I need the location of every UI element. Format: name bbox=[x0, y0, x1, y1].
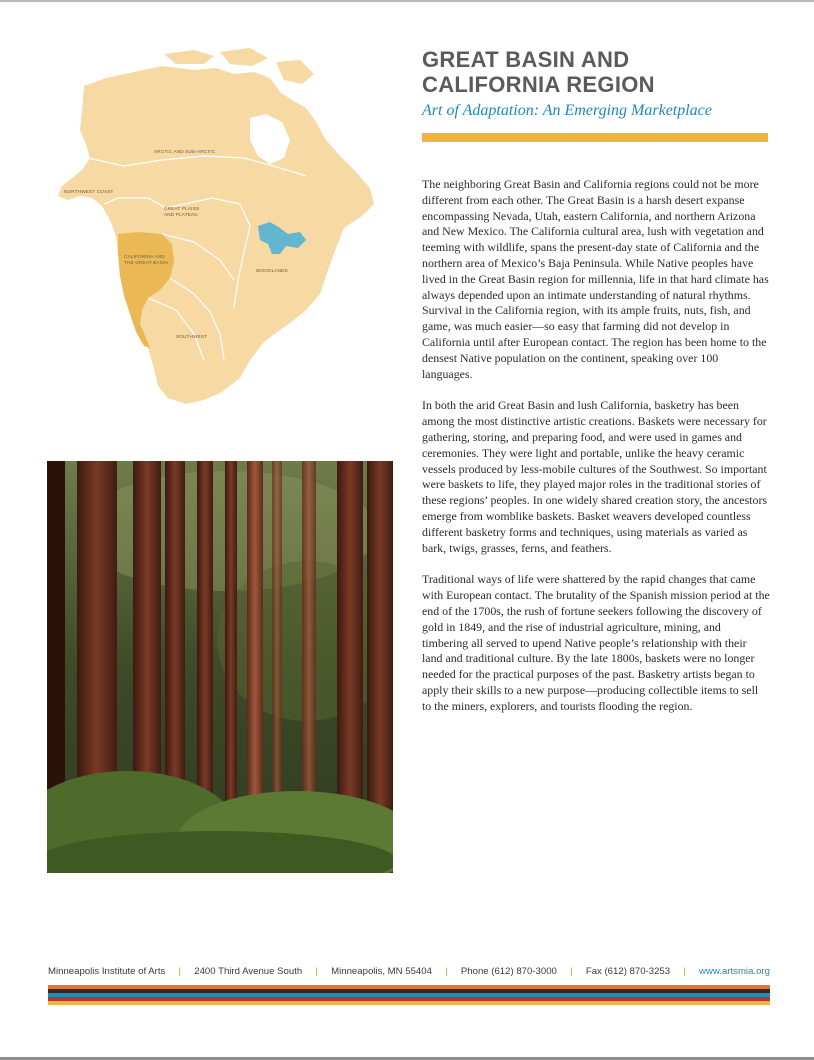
label-northwest: NORTHWEST COAST bbox=[64, 189, 114, 194]
label-woodlands: WOODLANDS bbox=[256, 268, 288, 273]
title-line-1: GREAT BASIN AND bbox=[422, 47, 630, 72]
top-rule bbox=[0, 0, 814, 2]
page-subtitle: Art of Adaptation: An Emerging Marketplace bbox=[422, 102, 712, 119]
title-line-2: CALIFORNIA REGION bbox=[422, 72, 655, 97]
footer-address: 2400 Third Avenue South bbox=[194, 966, 303, 977]
label-southwest: SOUTHWEST bbox=[176, 334, 208, 339]
footer-separator: | bbox=[570, 966, 573, 977]
label-california-2: THE GREAT BASIN bbox=[124, 260, 168, 265]
footer-separator: | bbox=[683, 966, 686, 977]
redwood-forest-photo bbox=[47, 461, 393, 873]
footer-website-link[interactable]: www.artsmia.org bbox=[699, 966, 770, 977]
north-america-map bbox=[44, 48, 384, 428]
paragraph-3: Traditional ways of life were shattered by the rapid changes that came with European contact. The brutality of the Spanish mission period at the end of the 1700s, the rush of fortune seekers following the discovery of gold in 1849, and the rise of industrial agriculture, mining, and timbering all served to upend Native people’s relationship with their land and traditional culture. By the late 1800s, baskets were no longer needed for the practical purposes of the past. Basketry artists began to apply their skills to a new purpose—producing collectible items to sell to the miners, explorers, and tourists flooding the region. bbox=[422, 572, 770, 713]
body-text bbox=[422, 177, 770, 731]
label-arctic: ARCTIC AND SUB-ARCTIC bbox=[154, 149, 216, 154]
footer-separator: | bbox=[315, 966, 318, 977]
label-california-1: CALIFORNIA AND bbox=[124, 254, 165, 259]
footer-city: Minneapolis, MN 55404 bbox=[331, 966, 432, 977]
map-land bbox=[58, 66, 374, 404]
accent-bar bbox=[422, 133, 768, 142]
stripe-yellow bbox=[48, 1001, 770, 1005]
footer bbox=[48, 966, 770, 977]
paragraph-2: In both the arid Great Basin and lush California, basketry has been among the most distinctive artistic creations. Baskets were necessary for gathering, storing, and preparing food, and were used in games and ceremonies. They were light and portable, unlike the heavy ceramic vessels produced by less-mobile cultures of the Southwest. So important were baskets to life, they played major roles in the traditional stories of these regions’ peoples. In one widely shared creation story, the ancestors emerge from womblike baskets. Basket weavers developed countless different basketry forms and techniques, using materials as varied as bark, twigs, grasses, ferns, and feathers. bbox=[422, 398, 768, 555]
label-plains-2: AND PLATEAU bbox=[164, 212, 198, 217]
page-title bbox=[422, 47, 782, 97]
paragraph-1: The neighboring Great Basin and California regions could not be more different from each other. The Great Basin is a harsh desert expanse encompassing Nevada, Utah, eastern California, and northern Arizona and New Mexico. The California cultural area, lush with vegetation and teeming with wildlife, spans the present-day state of California and the northern area of Mexico’s Baja Peninsula. While Native peoples have lived in the Great Basin region for millennia, life in that hard climate has always depended upon an intimate understanding of natural rhythms. Survival in the California region, with its ample fruits, nuts, fish, and game, was much easier—so easy that farming did not develop in California until after European contact. The region has been home to the densest Native population on the continent, speaking over 100 languages. bbox=[422, 177, 769, 381]
footer-phone: Phone (612) 870-3000 bbox=[460, 966, 557, 977]
footer-separator: | bbox=[178, 966, 182, 977]
footer-stripes bbox=[48, 985, 770, 1005]
footer-separator: | bbox=[445, 966, 448, 977]
footer-org: Minneapolis Institute of Arts bbox=[48, 966, 166, 977]
label-plains-1: GREAT PLAINS bbox=[164, 206, 200, 211]
footer-fax: Fax (612) 870-3253 bbox=[585, 966, 671, 977]
